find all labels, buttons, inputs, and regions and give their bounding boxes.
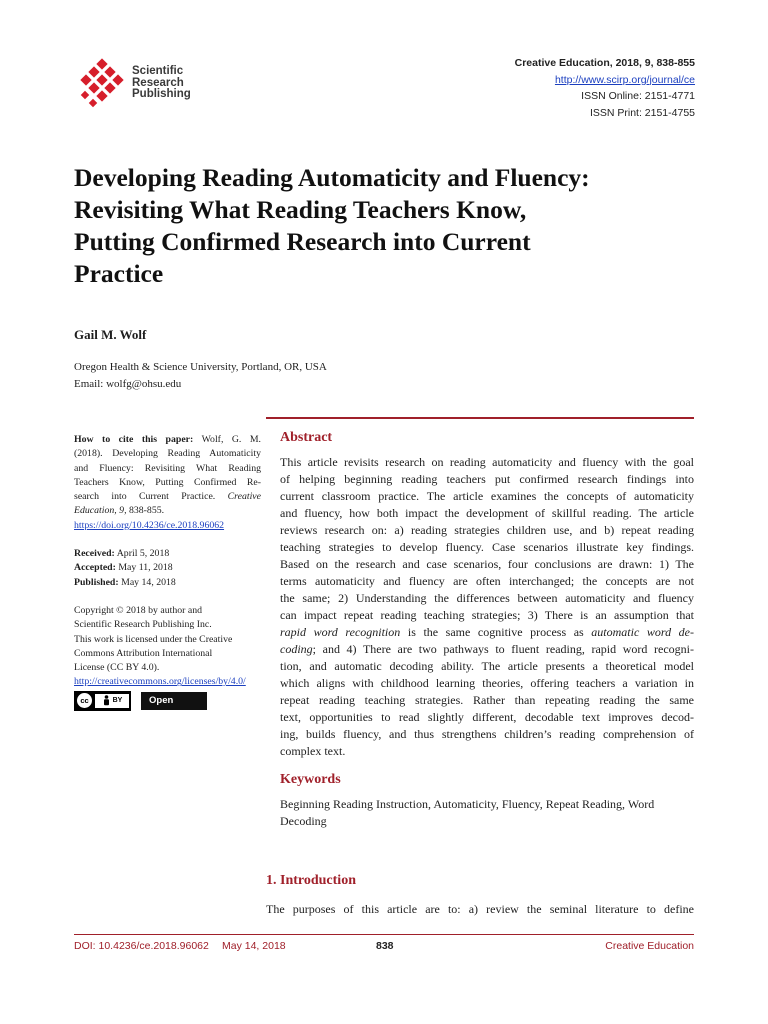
cite-journal: Creative: [227, 491, 261, 503]
author-email: Email: wolfg@ohsu.edu: [74, 378, 182, 390]
journal-url-link[interactable]: http://www.scirp.org/journal/ce: [554, 73, 695, 86]
keywords-line: Decoding: [280, 814, 327, 828]
accepted-date: May 11, 2018: [118, 562, 173, 574]
cite-pages: 838-855.: [128, 505, 165, 517]
abstract-line: can impact repeat reading teaching strategies; 3) There is an assumption that: [280, 608, 694, 622]
abstract-line: reviews research on: a) reading strategies children use, and b) repeat reading: [280, 523, 694, 537]
issn-print: ISSN Print: 2151-4755: [589, 106, 695, 119]
abstract-line: the same; 2) Understanding the differences between automaticity and fluency: [280, 591, 694, 605]
publisher-logo-mark: [77, 57, 131, 111]
section-rule: [266, 417, 694, 419]
abstract-line: current classroom practice. The article examines the concepts of automaticity: [280, 489, 694, 503]
cite-journal: Education, 9,: [74, 505, 127, 517]
author-name: Gail M. Wolf: [74, 327, 147, 342]
title-line: Practice: [74, 259, 164, 288]
title-line: Putting Confirmed Research into Current: [74, 227, 531, 256]
cite-line: and Fluency: Revisiting What Reading: [74, 462, 261, 474]
keywords-line: Beginning Reading Instruction, Automaticity, Fluency, Repeat Reading, Word: [280, 797, 655, 811]
cite-line: [74, 433, 261, 447]
abstract-heading: Abstract: [280, 430, 333, 445]
publisher-name-line: Scientific: [132, 65, 184, 77]
introduction-text: The purposes of this article are to: a) review the seminal literature to define: [266, 902, 694, 916]
by-label: BY: [112, 696, 123, 704]
title-line: Developing Reading Automaticity and Fluency:: [74, 163, 590, 192]
abstract-line: terms automaticity and fluency are often interchanged; the concepts are not: [280, 574, 694, 588]
abstract-line: [280, 624, 694, 641]
copyright-line: Scientific Research Publishing Inc.: [74, 619, 212, 631]
author-affiliation-block: [74, 359, 327, 393]
abstract-line: text, opportunities to read slightly different, decodable text improves decod-: [280, 710, 694, 724]
copyright-line: Copyright © 2018 by author and: [74, 604, 202, 616]
abstract-line: which aligns with childhood learning theories, offering teachers a variation in: [280, 676, 694, 690]
issn-online: ISSN Online: 2151-4771: [581, 90, 695, 102]
published-date: May 14, 2018: [121, 576, 176, 588]
title-line: Revisiting What Reading Teachers Know,: [74, 195, 527, 224]
cite-label: How to cite this paper:: [74, 434, 194, 445]
cite-line: [74, 504, 261, 518]
page-number: 838: [376, 940, 394, 952]
journal-info: [445, 55, 695, 121]
person-icon: [102, 695, 111, 706]
footer-rule: [74, 934, 694, 935]
keywords-body: [280, 796, 694, 830]
cite-line: Teachers Know, Putting Confirmed Re-: [74, 476, 261, 488]
abstract-text: is the same cognitive process as: [400, 625, 592, 639]
cc-by-badge[interactable]: [74, 691, 131, 711]
copyright-line: This work is licensed under the Creative: [74, 633, 233, 645]
cite-text: search into Current Practice.: [74, 491, 216, 503]
footer-date: May 14, 2018: [222, 940, 286, 952]
abstract-body: [280, 454, 694, 760]
published-label: Published:: [74, 576, 119, 588]
cite-text: Wolf, G. M.: [201, 434, 261, 445]
publisher-name-line: Research: [132, 76, 184, 89]
received-date: April 5, 2018: [116, 548, 170, 560]
published-row: [74, 576, 261, 590]
publisher-name: [132, 66, 191, 101]
abstract-line: Based on the research and case scenarios, four conclusions are drawn: 1) The: [280, 557, 694, 571]
accepted-label: Accepted:: [74, 562, 116, 574]
open-access-badge: Open Access: [141, 692, 207, 710]
cc-icon: cc: [77, 693, 92, 708]
license-link[interactable]: http://creativecommons.org/licenses/by/4.0/: [74, 676, 246, 688]
abstract-line: [280, 641, 694, 658]
keywords-heading: Keywords: [280, 772, 341, 787]
abstract-line: ing, builds fluency, and thus strengthens children’s reading comprehension of: [280, 727, 694, 741]
sidebar-info: [74, 433, 261, 724]
cite-line: [74, 490, 261, 504]
cite-line: (2018). Developing Reading Automaticity: [74, 448, 261, 460]
abstract-text: ; and 4) There are two pathways to fluent reading, rapid word recogni-: [312, 642, 694, 656]
abstract-line: This article revisits research on reading automaticity and fluency with the goal: [280, 455, 694, 469]
footer-doi: DOI: 10.4236/ce.2018.96062: [74, 940, 209, 952]
abstract-term: rapid word recognition: [280, 625, 401, 639]
introduction-heading: 1. Introduction: [266, 873, 356, 888]
abstract-line: tion, and automatic decoding ability. The article presents a theoretical model: [280, 659, 694, 673]
publisher-logo: [77, 57, 131, 111]
journal-citation: Creative Education, 2018, 9, 838-855: [514, 57, 695, 69]
received-row: [74, 547, 261, 561]
abstract-term: automatic word de-: [591, 625, 694, 639]
affiliation: Oregon Health & Science University, Portland, OR, USA: [74, 361, 327, 373]
abstract-line: and fluency, how both impact the development of skillful reading. The article: [280, 506, 694, 520]
copyright-line: License (CC BY 4.0).: [74, 662, 160, 674]
doi-link[interactable]: https://doi.org/10.4236/ce.2018.96062: [74, 519, 225, 531]
abstract-line: repeat reading teaching strategies. Rather than repeating reading the same: [280, 693, 694, 707]
abstract-line: teaching strategies to develop fluency. Case scenarios illustrate key findings.: [280, 540, 694, 554]
abstract-term: coding: [280, 642, 313, 656]
abstract-line: complex text.: [280, 744, 346, 758]
abstract-line: of helping beginning reading teachers put confirmed research findings into: [280, 472, 694, 486]
accepted-row: [74, 561, 261, 575]
by-icon: [95, 694, 129, 708]
received-label: Received:: [74, 548, 115, 560]
copyright-line: Commons Attribution International: [74, 647, 213, 659]
paper-title: [74, 162, 694, 290]
publisher-name-line: Publishing: [132, 88, 191, 100]
footer-journal: Creative Education: [605, 940, 694, 952]
license-badges: [74, 691, 261, 724]
